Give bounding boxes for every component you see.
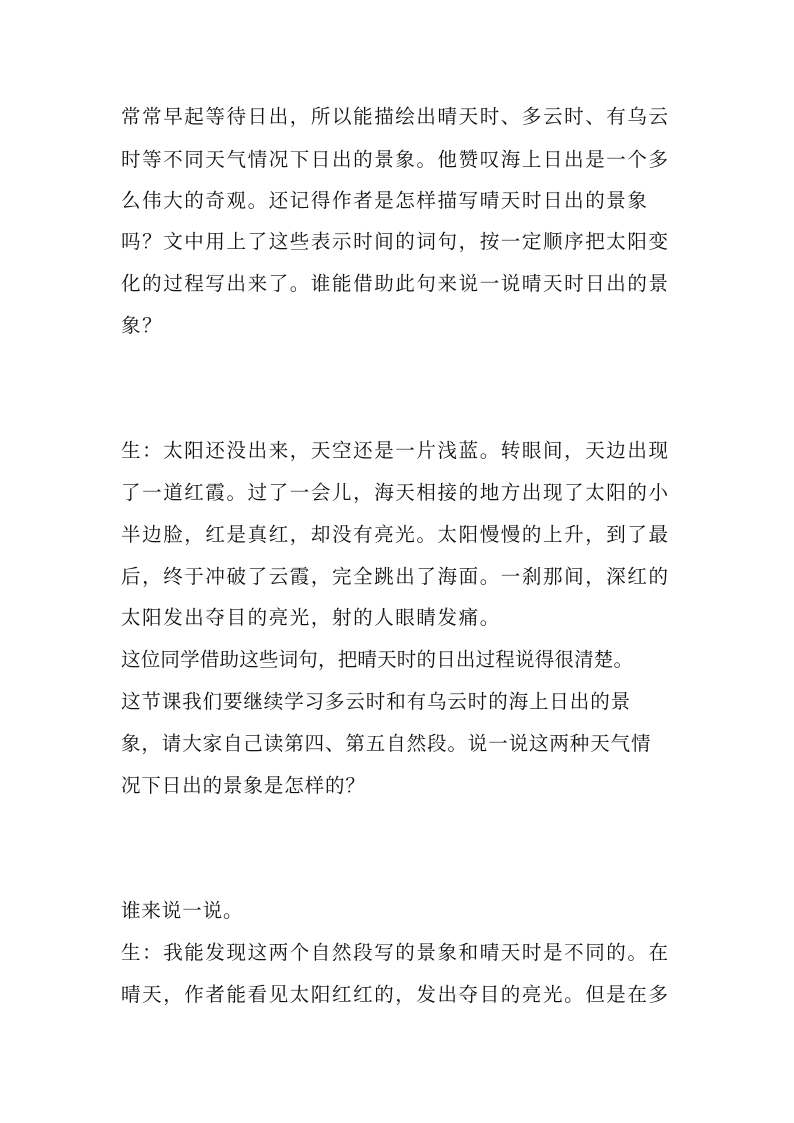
- text-line: 生：太阳还没出来，天空还是一片浅蓝。转眼间，天边出现: [121, 439, 670, 462]
- text-line: 这节课我们要继续学习多云时和有乌云时的海上日出的景: [121, 690, 632, 713]
- text-line: 生：我能发现这两个自然段写的景象和晴天时是不同的。在: [121, 941, 670, 964]
- text-line: 这位同学借助这些词句，把晴天时的日出过程说得很清楚。: [121, 648, 634, 671]
- text-line: 吗？文中用上了这些表示时间的词句，按一定顺序把太阳变: [121, 230, 670, 253]
- text-line: 么伟大的奇观。还记得作者是怎样描写晴天时日出的景象: [121, 189, 649, 212]
- text-line: 了一道红霞。过了一会儿，海天相接的地方出现了太阳的小: [121, 481, 670, 504]
- text-line: 太阳发出夺目的亮光，射的人眼睛发痛。: [121, 606, 501, 629]
- text-line: 象？: [121, 314, 164, 337]
- text-line: 常常早起等待日出，所以能描绘出晴天时、多云时、有乌云: [121, 105, 670, 128]
- text-line: 况下日出的景象是怎样的？: [121, 774, 366, 797]
- text-line: 谁来说一说。: [121, 899, 244, 922]
- text-line: 晴天，作者能看见太阳红红的，发出夺目的亮光。但是在多: [121, 983, 670, 1006]
- text-line: 化的过程写出来了。谁能借助此句来说一说晴天时日出的景: [121, 272, 670, 295]
- text-line: 时等不同天气情况下日出的景象。他赞叹海上日出是一个多: [121, 148, 670, 171]
- text-line: 象，请大家自己读第四、第五自然段。说一说这两种天气情: [121, 732, 652, 755]
- text-line: 后，终于冲破了云霞，完全跳出了海面。一刹那间，深红的: [121, 565, 670, 588]
- text-line: 半边脸，红是真红，却没有亮光。太阳慢慢的上升，到了最: [121, 523, 670, 546]
